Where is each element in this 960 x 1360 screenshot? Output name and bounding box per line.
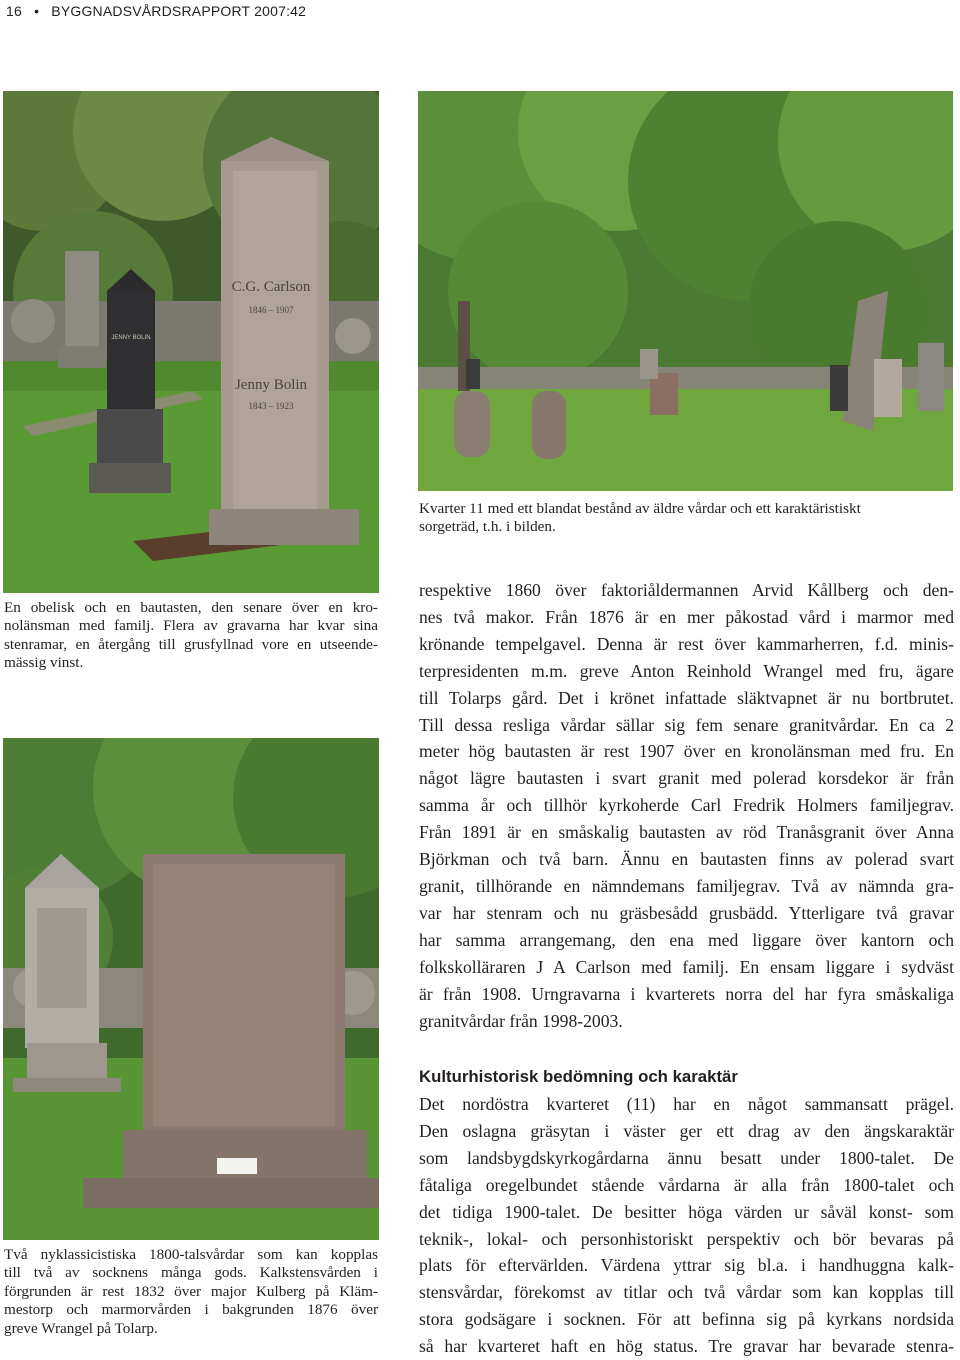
caption-line: förgrunden är rest 1832 över major Kulberg på Kläm- [4,1282,378,1300]
body-line: har samma arrangemang, den ena med liggare över kantorn och [419,929,954,950]
photo-nyklassicistiska-vardar [3,738,379,1240]
header-separator: • [34,3,40,19]
body-line: nes två makor. Från 1876 är en mer påkostad vård i marmor med [419,606,954,627]
stone-inscription-jenny-years: 1843 – 1923 [248,401,294,411]
caption-line: En obelisk och en bautasten, den senare över en kro- [4,599,378,616]
body-line: det tidiga 1900-talet. De besitter höga värden ur såväl konst- som [419,1201,954,1222]
body-line: teknik-, lokal- och personhistoriskt perspektiv och bör bevaras på [419,1228,954,1249]
body-line: Till dessa resliga vårdar sällar sig fem senare granitvårdar. En ca 2 [419,714,954,735]
body-line: terpresidenten m.m. greve Anton Reinhold Wrangel med fru, ägare [419,660,954,681]
caption-line: nolänsman med familj. Flera av gravarna har kvar sina [4,617,378,635]
body-line: granitvårdar från 1998-2003. [419,1010,623,1031]
stone-inscription-bolin: JENNY BOLIN [111,335,151,341]
caption-photo-2 [419,500,949,537]
body-line: något lägre bautasten i svart granit med polerad korsdekor är från [419,768,954,789]
body-line: Det nordöstra kvarteret (11) har en något sammansatt prägel. [419,1094,954,1114]
caption-line: stenramar, en återgång till grusfyllnad vore en utseende- [4,635,378,653]
page-header [6,3,306,19]
body-paragraph-2 [419,1091,954,1360]
body-line: som landsbygdskyrkogårdarna ännu besatt under 1800-talet. De [419,1147,954,1168]
body-line: respektive 1860 över faktoriåldermannen Arvid Kållberg och den- [419,580,954,600]
body-line: stensvårdar, förekomst av titlar och två vårdar som kan kopplas till [419,1282,954,1303]
body-line: till Tolarps gård. Det i krönet infattade släktvapnet är nu bortbrutet. [419,687,954,708]
body-line: folkskolläraren J A Carlson med familj. En ensam liggare i sydväst [419,956,954,977]
caption-line: Två nyklassicistiska 1800-talsvårdar som kan kopplas [4,1246,378,1263]
caption-photo-3 [4,1246,378,1338]
caption-line: sorgeträd, t.h. i bilden. [419,518,556,536]
body-line: är från 1908. Urngravarna i kvarterets norra del har fyra småskaliga [419,983,954,1004]
report-title: BYGGNADSVÅRDSRAPPORT 2007:42 [51,3,307,19]
body-line: fåtaliga oregelbundet stående vårdarna är alla från 1800-talet och [419,1174,954,1195]
caption-photo-1 [4,599,378,673]
body-line: Från 1891 är en småskalig bautasten av röd Tranåsgranit över Anna [419,822,954,843]
body-line: var har stenram och nu gräsbesådd grusbädd. Ytterligare två gravar [419,902,954,923]
body-line: plats för eftervärlden. Värdena yttrar sig bl.a. i handhuggna kalk- [419,1255,954,1276]
section-heading: Kulturhistorisk bedömning och karaktär [419,1067,738,1086]
body-line: meter hög bautasten är rest 1907 över en kronolänsman med fru. En [419,741,954,762]
body-line: stora godsägare i socknen. För att befinna sig på kyrkans nordsida [419,1309,954,1330]
page-number: 16 [6,3,22,19]
caption-line: Kvarter 11 med ett blandat bestånd av äldre vårdar och ett karaktäristiskt [419,500,861,517]
photo-kvarter-11 [418,91,953,491]
stone-inscription-jenny: Jenny Bolin [234,377,308,393]
body-line: krönande tempelgavel. Denna är rest över kammarherren, f.d. minis- [419,633,954,654]
caption-line: greve Wrangel på Tolarp. [4,1319,158,1337]
body-line: granit, tillhörande en nämndemans familjegrav. Två av nämnda gra- [419,875,954,896]
body-line: så har kvarteret haft en hög status. Tre gravar har bevarade stenra- [419,1336,954,1357]
caption-line: mässig vinst. [4,654,84,672]
photo-obelisk-bautasten [3,91,379,593]
body-line: Den oslagna gräsytan i väster ger ett drag av den ängskaraktär [419,1120,954,1141]
caption-line: mestorp och marmorvården i bakgrunden 1876 över [4,1301,378,1319]
body-paragraph-1 [419,577,954,1034]
body-line: samma år och tillhör kyrkoherde Carl Fredrik Holmers familjegrav. [419,795,954,816]
stone-inscription-carlson: C.G. Carlson [231,279,311,295]
caption-line: till två av socknens många gods. Kalkstensvården i [4,1264,378,1282]
body-line: Björkman och två barn. Ännu en bautasten finns av polerad svart [419,849,954,870]
stone-inscription-carlson-years: 1846 – 1907 [248,305,294,315]
